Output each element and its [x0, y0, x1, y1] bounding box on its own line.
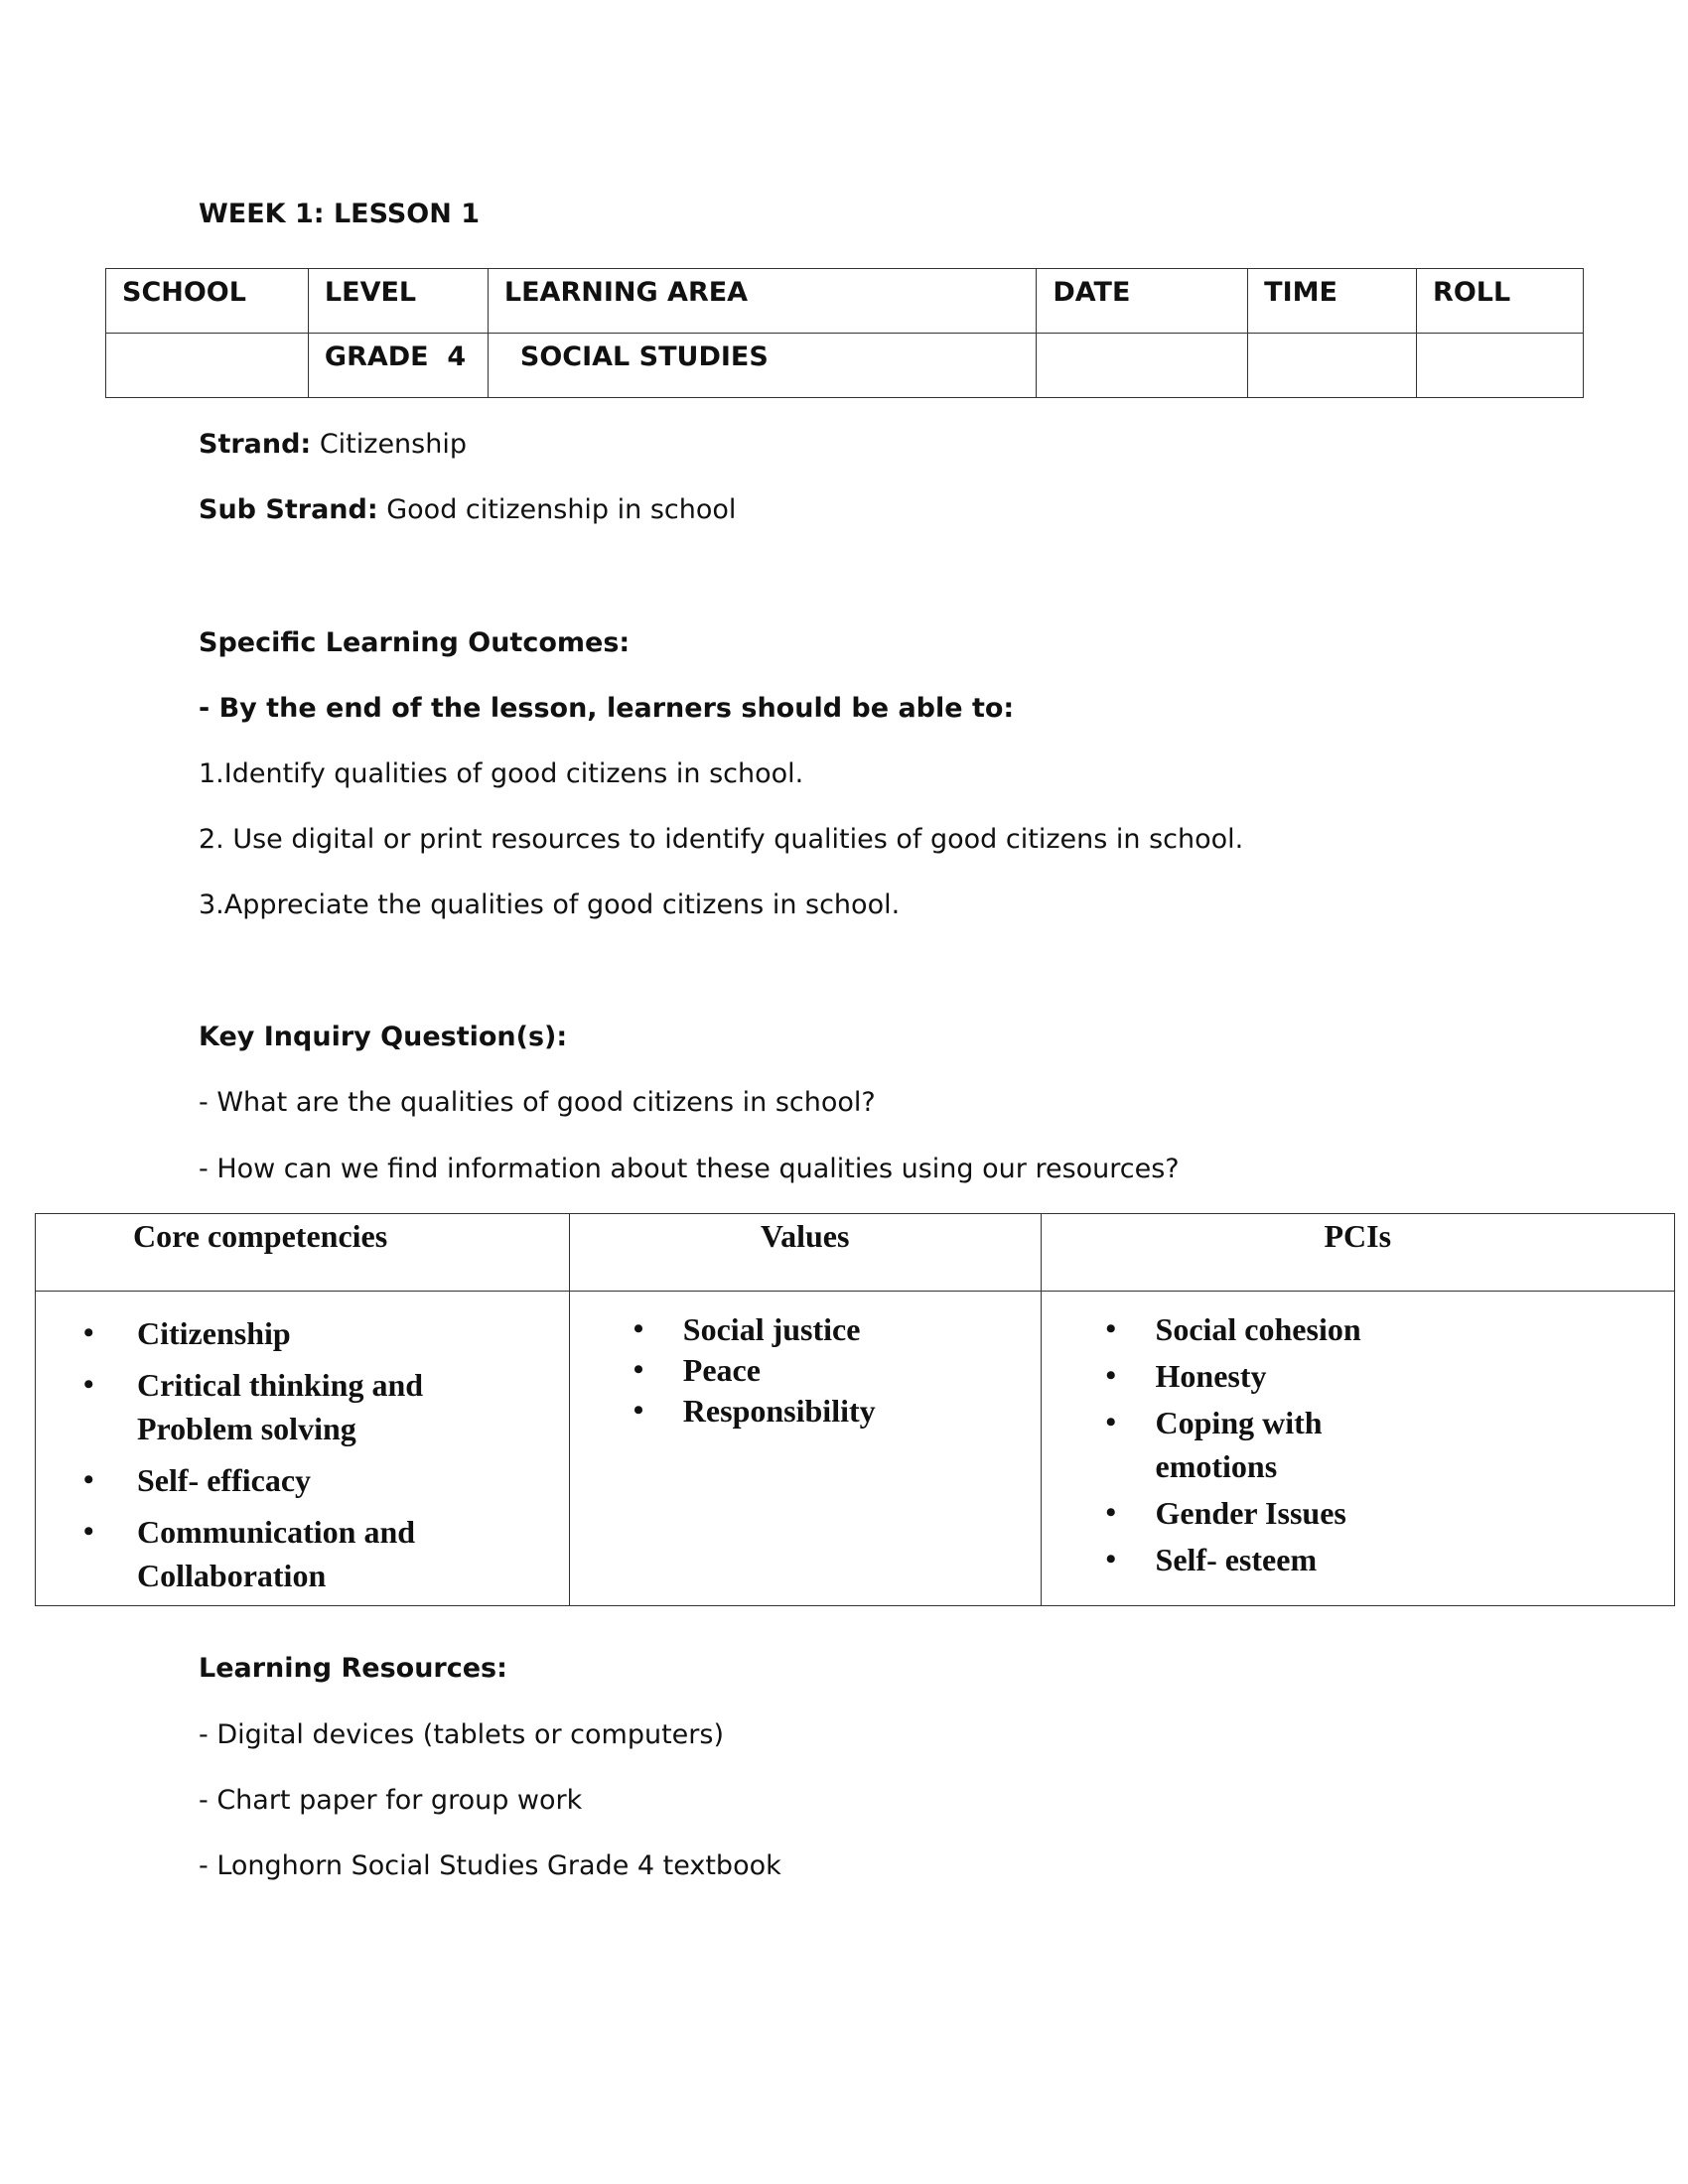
- header-cell: TIME: [1248, 269, 1417, 334]
- list-item: • Social justice: [683, 1307, 1041, 1351]
- list-item: • Social cohesion: [1156, 1307, 1674, 1351]
- list-item: • Peace: [683, 1348, 1041, 1392]
- strand-label: Strand:: [199, 429, 312, 460]
- header-cell: Values: [569, 1214, 1041, 1292]
- list-item: • Coping with emotions: [1156, 1401, 1354, 1488]
- list-item: • Responsibility: [683, 1389, 1041, 1433]
- lesson-info-table: [105, 268, 1584, 398]
- outcomes-heading: Specific Learning Outcomes:: [199, 627, 631, 658]
- header-cell: PCIs: [1041, 1214, 1674, 1292]
- inquiry-heading: Key Inquiry Question(s):: [199, 1022, 568, 1052]
- value-cell: [106, 334, 309, 398]
- page-title: WEEK 1: LESSON 1: [199, 199, 481, 229]
- list-item: • Citizenship: [137, 1311, 569, 1355]
- header-cell: Core competencies: [36, 1214, 570, 1292]
- header-cell: LEARNING AREA: [488, 269, 1036, 334]
- value-cell: [1037, 334, 1248, 398]
- list-item: • Communication and Collaboration: [137, 1510, 455, 1597]
- resource-item: - Digital devices (tablets or computers): [199, 1719, 724, 1750]
- competencies-body-row: [36, 1292, 1675, 1606]
- resources-heading: Learning Resources:: [199, 1653, 507, 1684]
- sub-strand-label: Sub Strand:: [199, 494, 378, 525]
- list-item: • Critical thinking and Problem solving: [137, 1363, 455, 1450]
- header-cell: DATE: [1037, 269, 1248, 334]
- value-cell: [1248, 334, 1417, 398]
- lesson-header-row: [106, 269, 1584, 334]
- pcis-cell: [1041, 1292, 1674, 1606]
- resource-item: - Longhorn Social Studies Grade 4 textbook: [199, 1850, 781, 1881]
- strand-line: [199, 429, 467, 460]
- core-competencies-cell: [36, 1292, 570, 1606]
- resource-item: - Chart paper for group work: [199, 1785, 583, 1816]
- list-item: • Self- efficacy: [137, 1458, 569, 1502]
- value-cell: SOCIAL STUDIES: [488, 334, 1036, 398]
- lesson-value-row: [106, 334, 1584, 398]
- header-cell: ROLL: [1417, 269, 1584, 334]
- outcome-item: 2. Use digital or print resources to identify qualities of good citizens in school.: [199, 824, 1244, 855]
- sub-strand-line: [199, 494, 736, 525]
- competencies-table: [35, 1213, 1675, 1606]
- header-cell: SCHOOL: [106, 269, 309, 334]
- strand-value: Citizenship: [319, 429, 467, 460]
- values-cell: [569, 1292, 1041, 1606]
- header-cell: LEVEL: [308, 269, 488, 334]
- value-cell: GRADE 4: [308, 334, 488, 398]
- inquiry-item: - How can we find information about these qualities using our resources?: [199, 1154, 1180, 1184]
- value-cell: [1417, 334, 1584, 398]
- list-item: • Honesty: [1156, 1354, 1674, 1398]
- inquiry-item: - What are the qualities of good citizens in school?: [199, 1087, 876, 1118]
- list-item: • Self- esteem: [1156, 1538, 1674, 1581]
- outcome-item: 3.Appreciate the qualities of good citizens in school.: [199, 889, 901, 920]
- competencies-header-row: [36, 1214, 1675, 1292]
- outcomes-intro: - By the end of the lesson, learners should be able to:: [199, 693, 1015, 724]
- outcome-item: 1.Identify qualities of good citizens in school.: [199, 758, 804, 789]
- list-item: • Gender Issues: [1156, 1491, 1674, 1535]
- sub-strand-value: Good citizenship in school: [386, 494, 737, 525]
